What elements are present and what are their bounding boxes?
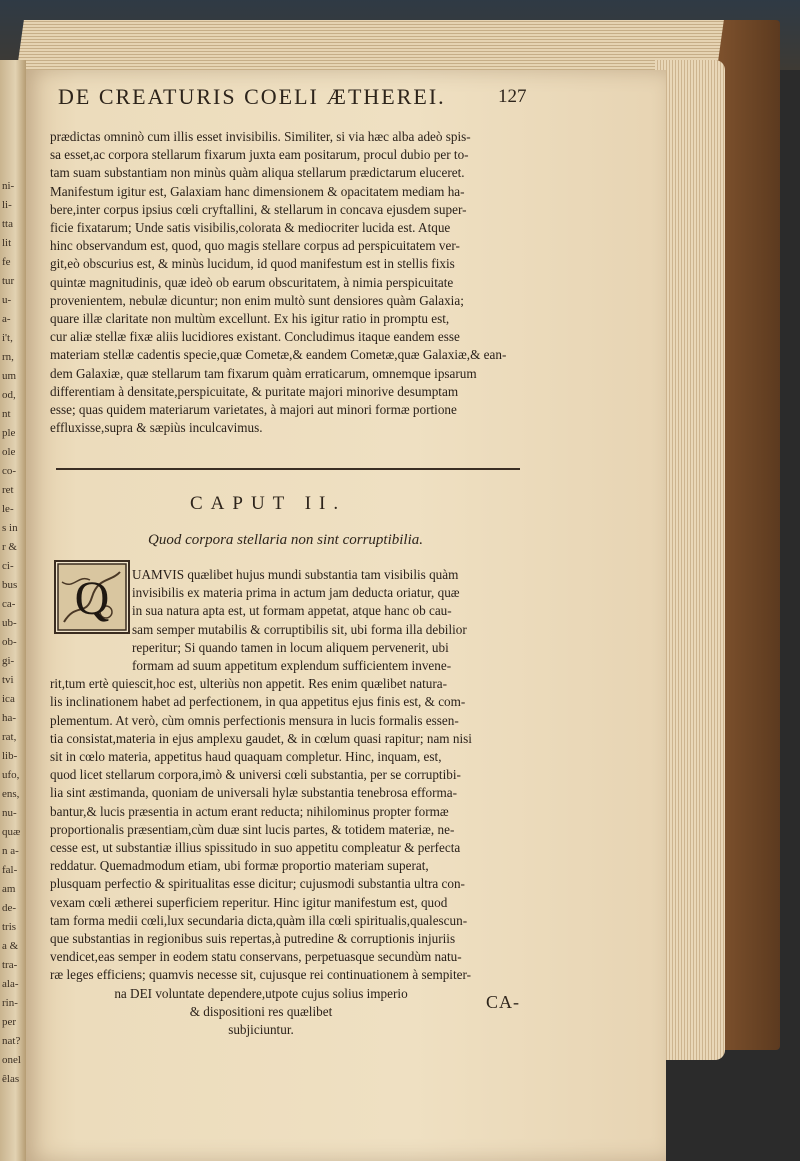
chapter-subtitle: Quod corpora stellaria non sint corruptibilia. <box>148 532 424 548</box>
top-paragraph-line: dem Galaxiæ, quæ stellarum tam fixarum quàm erraticarum, omnemque ipsarum <box>50 365 477 381</box>
facing-page-fragment: rn, <box>2 351 14 363</box>
section-rule <box>56 468 520 470</box>
chapter-paragraph <box>50 566 532 1039</box>
facing-page-fragment: bus <box>2 579 18 591</box>
top-paragraph-line: materiam stellæ cadentis specie,quæ Cometæ,& eandem Cometæ,quæ Galaxiæ,& ean- <box>50 347 507 363</box>
facing-page-fragment: onel <box>2 1054 21 1066</box>
facing-page-fragment: gi- <box>2 655 15 667</box>
chapter-title: CAPUT II. <box>190 493 347 514</box>
facing-page-fragment: i't, <box>2 332 13 344</box>
facing-page-fragment: de- <box>2 902 17 914</box>
facing-page-fragment: nat? <box>2 1035 21 1047</box>
top-paragraph-line: quare illæ claritate non multùm excellunt. Ex his igitur ratio in promptu est, <box>50 311 450 327</box>
chapter-paragraph-line: formam ad suum appetitum explendum sufficientem invene- <box>132 658 452 674</box>
facing-page-fragment: fe <box>2 256 11 268</box>
chapter-paragraph-line: bantur,& lucis præsentia in actum erant reducta; nihilominus propter formæ <box>50 803 449 819</box>
running-head: DE CREATURIS COELI ÆTHEREI. <box>58 84 446 109</box>
facing-page-fragment: quæ <box>2 826 21 838</box>
facing-page-fragment: tur <box>2 275 15 287</box>
facing-page-fragment: rat, <box>2 731 17 743</box>
chapter-paragraph-line: proportionalis præsentiam,cùm duæ sint lucis partes, & totidem materiæ, ne- <box>50 821 455 837</box>
chapter-paragraph-line: ræ leges efficiens; quamvis necesse sit, cujusque rei continuationem à sempiter- <box>50 967 472 983</box>
facing-page-fragment: rin- <box>2 997 18 1009</box>
top-paragraph-line: esse; quas quidem materiarum varietates, à majori aut minori formæ portione <box>50 402 457 418</box>
chapter-paragraph-line: rit,tum ertè quiescit,hoc est, ulteriùs non appetit. Res enim quælibet natura- <box>50 676 447 692</box>
facing-page-fragment: lib- <box>2 750 18 762</box>
chapter-paragraph-line: na DEI voluntate dependere,utpote cujus solius imperio <box>114 985 408 1001</box>
facing-page-fragment: ci- <box>2 560 14 572</box>
facing-page-fragment: r & <box>2 541 17 553</box>
chapter-paragraph-line: sit in cœlo materia, appetitus haud quaquam completur. Hinc, inquam, est, <box>50 749 442 765</box>
top-paragraph-line: quintæ magnitudinis, quæ ideò ob earum obscuritatem, à nimia perspicuitate <box>50 274 454 290</box>
chapter-paragraph-line: subjiciuntur. <box>228 1022 294 1038</box>
chapter-paragraph-line: in sua natura apta est, ut formam appetat, atque hanc ob cau- <box>132 603 452 619</box>
facing-page-fragment: ole <box>2 446 16 458</box>
chapter-paragraph-line: cesse est, ut substantiæ illius spissitudo in suo appetitu compleatur & perfecta <box>50 840 461 856</box>
top-paragraph-line: differentiam à densitate,perspicuitate, & puritate majori minorive desumptam <box>50 383 459 399</box>
facing-page-fragment: tris <box>2 921 17 933</box>
facing-page-fragment: nu- <box>2 807 17 819</box>
chapter-paragraph-line: plusquam perfectio & spiritualitas esse dicitur; cujusmodi substantia ultra con- <box>50 876 465 892</box>
facing-page-fragment: ens, <box>2 788 20 800</box>
facing-page-fragment: ica <box>2 693 15 705</box>
chapter-paragraph-line: tia consistat,materia in ejus amplexu gaudet, & in cœlum quasi rapitur; nam nisi <box>50 730 472 746</box>
facing-page-fragment: ple <box>2 427 16 439</box>
top-paragraph-line: effluxisse,supra & sæpiùs inculcavimus. <box>50 420 263 436</box>
facing-page-fragment: ha- <box>2 712 17 724</box>
chapter-paragraph-line: vendicet,eas semper in eodem statu conservans, perpetuasque secundùm natu- <box>50 949 462 965</box>
drop-cap-letter: Q <box>74 572 110 625</box>
facing-page-fragment: fal- <box>2 864 18 876</box>
facing-page-fragment: co- <box>2 465 17 477</box>
facing-page-fragment: nt <box>2 408 11 420</box>
facing-page-fragment: am <box>2 883 16 895</box>
facing-page-fragment: tta <box>2 218 13 230</box>
facing-page-fragment: ala- <box>2 978 19 990</box>
chapter-paragraph-line: quod licet stellarum corpora,imò & universi cœli substantia, per se corruptibi- <box>50 767 461 783</box>
facing-page-fragment: od, <box>2 389 16 401</box>
facing-page-fragment: tra- <box>2 959 18 971</box>
facing-page-fragment: a- <box>2 313 11 325</box>
facing-page-fragment: ret <box>2 484 14 496</box>
top-paragraph <box>50 128 532 437</box>
facing-page-fragment: s in <box>2 522 18 534</box>
top-paragraph-line: prædictas omninò cum illis esset invisibilis. Similiter, si via hæc alba adeò spis- <box>50 129 471 144</box>
facing-page-fragment: a & <box>2 940 19 952</box>
top-paragraph-line: provenientem, nebulæ dicuntur; non enim multò sunt densiores quàm Galaxia; <box>50 292 464 308</box>
catchword: CA- <box>486 992 520 1012</box>
facing-page-fragment: tvi <box>2 674 14 686</box>
top-paragraph-line: cur aliæ stellæ fixæ aliis lucidiores existant. Concludimus itaque eandem esse <box>50 329 460 345</box>
chapter-paragraph-line: que substantias in regionibus suis repertas,à putredine & corruptionis injuriis <box>50 931 456 947</box>
chapter-paragraph-line: tam forma medii cœli,lux secundaria dicta,quàm illa cœli spiritualis,qualescun- <box>50 912 468 928</box>
facing-page-fragment: ca- <box>2 598 16 610</box>
chapter-paragraph-line: reddatur. Quemadmodum etiam, ubi formæ proportio materiam superat, <box>50 858 429 874</box>
facing-page-fragment: êlas <box>2 1073 20 1085</box>
top-paragraph-line: tam suam substantiam non minùs quàm aliqua stellarum prædictarum eluceret. <box>50 165 465 181</box>
top-paragraph-line: sa esset,ac corpora stellarum fixarum juxta eam positarum, procul dubio per to- <box>50 147 469 163</box>
top-paragraph-line: hinc observandum est, quod, quo magis stellare corpus ad perspicuitatem ver- <box>50 238 460 254</box>
chapter-paragraph-line: sam semper mutabilis & corruptibilis sit, ubi forma illa debilior <box>132 621 467 637</box>
facing-page-fragment: le- <box>2 503 14 515</box>
top-paragraph-line: Manifestum igitur est, Galaxiam hanc dimensionem & opacitatem mediam ha- <box>50 183 465 199</box>
facing-page-fragment: ni- <box>2 180 15 192</box>
facing-page-strip <box>0 60 26 1161</box>
facing-page-fragment: per <box>2 1016 17 1028</box>
chapter-paragraph-line: UAMVIS quælibet hujus mundi substantia tam visibilis quàm <box>132 567 459 582</box>
facing-page-fragment: u- <box>2 294 12 306</box>
facing-page-fragment: ob- <box>2 636 17 648</box>
facing-page-fragment: ufo, <box>2 769 20 781</box>
top-paragraph-line: bere,inter corpus ipsius cœli cryftallini, & stellarum in concava ejusdem super- <box>50 201 467 217</box>
facing-page-fragment: ub- <box>2 617 17 629</box>
chapter-paragraph-line: lis inclinationem habet ad perfectionem, in qua appetitus ejus finis est, & com- <box>50 694 466 710</box>
chapter-paragraph-line: & dispositioni res quælibet <box>189 1003 333 1019</box>
facing-page-fragment: li- <box>2 199 12 211</box>
facing-page-fragment: um <box>2 370 17 382</box>
facing-page-fragment: lit <box>2 237 12 249</box>
facing-page-fragment: n a- <box>2 845 19 857</box>
page-number: 127 <box>498 86 527 107</box>
chapter-paragraph-line: plementum. At verò, cùm omnis perfectionis mensura in lucis formalis essen- <box>50 712 459 728</box>
chapter-paragraph-line: invisibilis ex materia prima in actum jam deducta oriatur, quæ <box>132 585 460 601</box>
chapter-paragraph-line: vexam cœli ætherei superficiem reperitur. Hinc igitur manifestum est, quod <box>50 894 448 910</box>
chapter-paragraph-line: reperitur; Si quando tamen in locum aliquem pervenerit, ubi <box>132 639 449 655</box>
page-block-top <box>16 20 724 75</box>
top-paragraph-line: git,eò obscurius est, & minùs lucidum, id quod manifestum est in stellis fixis <box>50 256 455 272</box>
chapter-paragraph-line: lia sint æstimanda, quoniam de universali hylæ substantia tenebrosa efforma- <box>50 785 458 801</box>
top-paragraph-line: ficie fixatarum; Unde satis visibilis,colorata & mediocriter lucida est. Atque <box>50 220 451 236</box>
